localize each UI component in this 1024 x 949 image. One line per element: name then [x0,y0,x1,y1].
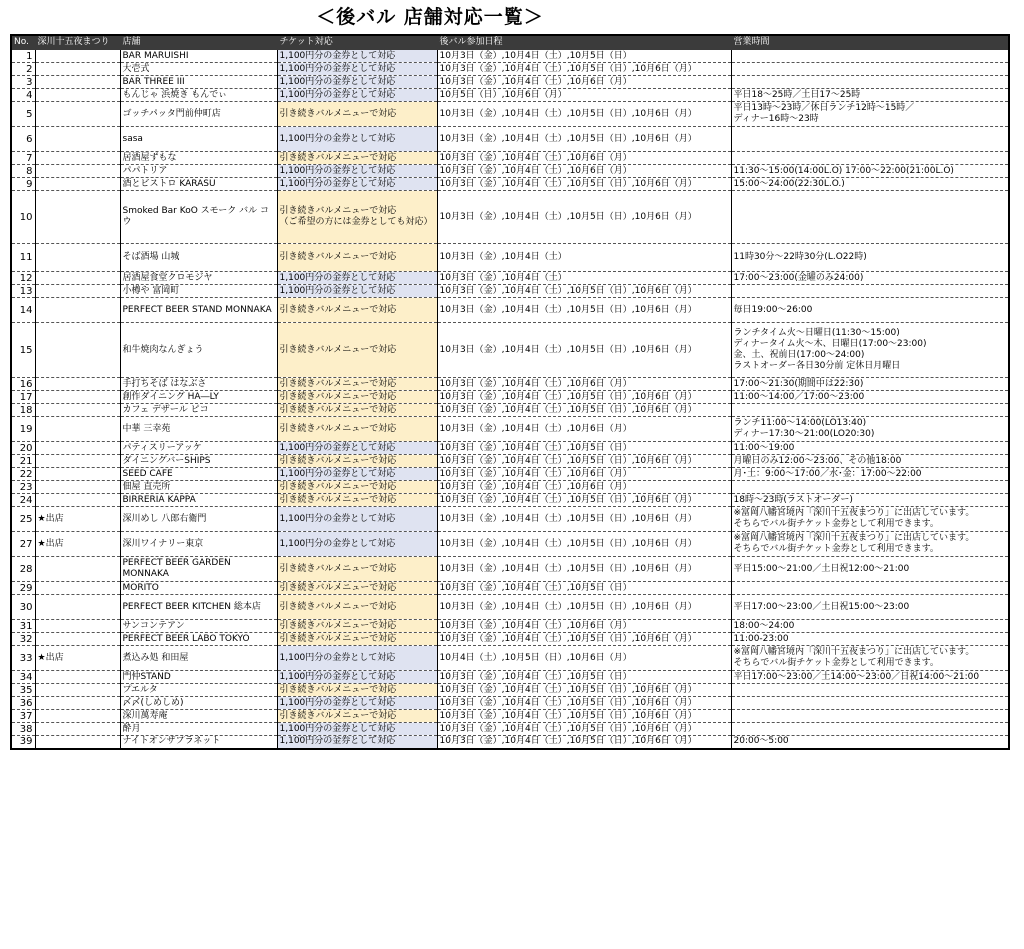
row-number: 18 [11,404,35,417]
shop-table [10,34,1010,750]
festival-cell [35,684,120,697]
row-number: 11 [11,244,35,272]
row-number: 23 [11,481,35,494]
ticket-type: 1,100円分の金券として対応 [277,532,437,557]
row-number: 5 [11,102,35,127]
festival-cell [35,481,120,494]
business-hours: 11:00-23:00 [731,633,1009,646]
participation-dates: 10月5日（日）,10月6日（月） [437,89,731,102]
shop-name: 大壱式 [120,63,277,76]
participation-dates: 10月3日（金）,10月4日（土）,10月5日（日）,10月6日（月） [437,595,731,620]
festival-cell [35,620,120,633]
shop-name: MORITO [120,582,277,595]
ticket-type: 1,100円分の金券として対応 [277,285,437,298]
shop-name: プエルタ [120,684,277,697]
participation-dates: 10月3日（金）,10月4日（土） [437,244,731,272]
business-hours: 11時30分～22時30分(L.O22時) [731,244,1009,272]
table-row [11,684,1009,697]
festival-cell [35,127,120,152]
business-hours [731,50,1009,63]
ticket-type: 引き続きバルメニューで対応 [277,404,437,417]
business-hours [731,63,1009,76]
row-number: 12 [11,272,35,285]
festival-cell [35,89,120,102]
business-hours [731,191,1009,244]
festival-cell [35,633,120,646]
festival-cell [35,494,120,507]
ticket-type: 引き続きバルメニューで対応 [277,595,437,620]
participation-dates: 10月3日（金）,10月4日（土）,10月5日（日）,10月6日（月） [437,532,731,557]
ticket-type: 1,100円分の金券として対応 [277,671,437,684]
business-hours [731,404,1009,417]
table-row [11,152,1009,165]
table-row [11,595,1009,620]
shop-name: ナイトオンザプラネット [120,736,277,749]
ticket-type: 1,100円分の金券として対応 [277,178,437,191]
table-row [11,532,1009,557]
shop-name: SEED CAFE [120,468,277,481]
shop-name: Smoked Bar KoO スモーク バル コウ [120,191,277,244]
table-row [11,191,1009,244]
table-row [11,378,1009,391]
festival-cell [35,165,120,178]
participation-dates: 10月3日（金）,10月4日（土）,10月5日（日）,10月6日（月） [437,697,731,710]
business-hours: 平日17:00～23:00／土14:00～23:00／日祝14:00～21:00 [731,671,1009,684]
ticket-type: 1,100円分の金券として対応 [277,442,437,455]
page-title: ＜後バル 店舗対応一覧＞ [316,6,544,28]
shop-name: 居酒屋食堂クロモジヤ [120,272,277,285]
shop-name: パパトリア [120,165,277,178]
ticket-type: 引き続きバルメニューで対応 [277,323,437,378]
participation-dates: 10月3日（金）,10月4日（土）,10月6日（月） [437,417,731,442]
shop-name: サンコンテアン [120,620,277,633]
shop-name: 居酒屋ずもな [120,152,277,165]
row-number: 3 [11,76,35,89]
shop-name: 門仲STAND [120,671,277,684]
festival-cell [35,723,120,736]
business-hours: 18時～23時(ラストオーダー) [731,494,1009,507]
participation-dates: 10月3日（金）,10月4日（土）,10月6日（月） [437,620,731,633]
business-hours [731,582,1009,595]
festival-cell [35,178,120,191]
shop-name: 創作ダイニング HA―LY [120,391,277,404]
table-header-row [11,35,1009,50]
row-number: 28 [11,557,35,582]
row-number: 22 [11,468,35,481]
shop-name: 酒とビストロ KARASU [120,178,277,191]
festival-cell [35,272,120,285]
shop-name: 〆〆(しめしめ) [120,697,277,710]
festival-cell: ★出店 [35,532,120,557]
shop-name: BAR MARUISHI [120,50,277,63]
festival-cell [35,323,120,378]
table-row [11,404,1009,417]
header-dates: 後バル参加日程 [437,35,731,50]
table-row [11,76,1009,89]
table-row [11,442,1009,455]
business-hours: 平日17:00～23:00／土日祝15:00～23:00 [731,595,1009,620]
business-hours: 毎日19:00～26:00 [731,298,1009,323]
table-row [11,697,1009,710]
table-row [11,633,1009,646]
festival-cell [35,102,120,127]
festival-cell [35,63,120,76]
festival-cell [35,152,120,165]
table-row [11,620,1009,633]
table-row [11,272,1009,285]
row-number: 2 [11,63,35,76]
table-row [11,646,1009,671]
festival-cell [35,404,120,417]
table-row [11,723,1009,736]
business-hours [731,723,1009,736]
business-hours: 17:00～21:30(期間中は22:30) [731,378,1009,391]
festival-cell [35,417,120,442]
participation-dates: 10月3日（金）,10月4日（土）,10月5日（日）,10月6日（月） [437,404,731,417]
table-row [11,557,1009,582]
business-hours: ※富岡八幡宮境内「深川十五夜まつり」に出店しています。 そちらでバル街チケット金券として利用できます。 [731,532,1009,557]
table-row [11,494,1009,507]
shop-name: 深川萬寿庵 [120,710,277,723]
business-hours: 11:00～19:00 [731,442,1009,455]
row-number: 14 [11,298,35,323]
ticket-type: 引き続きバルメニューで対応 [277,684,437,697]
row-number: 7 [11,152,35,165]
row-number: 20 [11,442,35,455]
shop-name: 深川めし 八郎右衛門 [120,507,277,532]
row-number: 15 [11,323,35,378]
row-number: 31 [11,620,35,633]
festival-cell: ★出店 [35,646,120,671]
row-number: 25 [11,507,35,532]
shop-name: 佃屋 直売所 [120,481,277,494]
festival-cell [35,298,120,323]
business-hours: 月曜日のみ12:00～23:00、その他18:00 [731,455,1009,468]
shop-name: PERFECT BEER STAND MONNAKA [120,298,277,323]
ticket-type: 1,100円分の金券として対応 [277,165,437,178]
festival-cell [35,557,120,582]
row-number: 33 [11,646,35,671]
participation-dates: 10月3日（金）,10月4日（土）,10月5日（日）,10月6日（月） [437,285,731,298]
business-hours: 平日15:00～21:00／土日祝12:00～21:00 [731,557,1009,582]
ticket-type: 1,100円分の金券として対応 [277,89,437,102]
table-row [11,50,1009,63]
shop-name: そば酒場 山城 [120,244,277,272]
table-row [11,582,1009,595]
ticket-type: 引き続きバルメニューで対応 [277,481,437,494]
festival-cell [35,595,120,620]
participation-dates: 10月3日（金）,10月4日（土）,10月5日（日）,10月6日（月） [437,127,731,152]
festival-cell [35,468,120,481]
shop-name: ダイニングバーSHIPS [120,455,277,468]
shop-name: 煮込み処 和田屋 [120,646,277,671]
header-ticket: チケット対応 [277,35,437,50]
festival-cell [35,582,120,595]
shop-name: BIRRERIA KAPPA [120,494,277,507]
ticket-type: 1,100円分の金券として対応 [277,736,437,749]
participation-dates: 10月3日（金）,10月4日（土）,10月5日（日）,10月6日（月） [437,191,731,244]
business-hours [731,152,1009,165]
festival-cell [35,671,120,684]
business-hours [731,684,1009,697]
row-number: 27 [11,532,35,557]
ticket-type: 1,100円分の金券として対応 [277,468,437,481]
header-shop: 店舗 [120,35,277,50]
ticket-type: 1,100円分の金券として対応 [277,50,437,63]
ticket-type: 引き続きバルメニューで対応 [277,710,437,723]
table-row [11,127,1009,152]
participation-dates: 10月3日（金）,10月4日（土）,10月5日（日）,10月6日（月） [437,391,731,404]
participation-dates: 10月3日（金）,10月4日（土）,10月5日（日） [437,50,731,63]
shop-name: カフェ デザール ピコ [120,404,277,417]
participation-dates: 10月3日（金）,10月4日（土）,10月5日（日） [437,442,731,455]
business-hours: 平日18～25時／土日17～25時 [731,89,1009,102]
participation-dates: 10月3日（金）,10月4日（土）,10月6日（月） [437,378,731,391]
shop-name: sasa [120,127,277,152]
festival-cell [35,378,120,391]
festival-cell [35,285,120,298]
shop-name: 手打ちそば はなぶさ [120,378,277,391]
row-number: 19 [11,417,35,442]
festival-cell [35,244,120,272]
ticket-type: 引き続きバルメニューで対応 [277,455,437,468]
row-number: 6 [11,127,35,152]
participation-dates: 10月3日（金）,10月4日（土）,10月5日（日）,10月6日（月） [437,684,731,697]
table-row [11,63,1009,76]
table-row [11,481,1009,494]
table-row [11,165,1009,178]
festival-cell: ★出店 [35,507,120,532]
business-hours [731,285,1009,298]
row-number: 30 [11,595,35,620]
ticket-type: 引き続きバルメニューで対応 [277,378,437,391]
participation-dates: 10月3日（金）,10月4日（土）,10月6日（月） [437,152,731,165]
business-hours: ※富岡八幡宮境内「深川十五夜まつり」に出店しています。 そちらでバル街チケット金券として利用できます。 [731,646,1009,671]
participation-dates: 10月3日（金）,10月4日（土）,10月5日（日）,10月6日（月） [437,736,731,749]
table-row [11,244,1009,272]
festival-cell [35,391,120,404]
festival-cell [35,191,120,244]
business-hours [731,76,1009,89]
ticket-type: 1,100円分の金券として対応 [277,63,437,76]
header-hours: 営業時間 [731,35,1009,50]
participation-dates: 10月3日（金）,10月4日（土）,10月5日（日）,10月6日（月） [437,633,731,646]
row-number: 35 [11,684,35,697]
ticket-type: 引き続きバルメニューで対応 [277,494,437,507]
row-number: 16 [11,378,35,391]
table-row [11,178,1009,191]
shop-name: 和牛焼肉なんぎょう [120,323,277,378]
shop-name: ゴッチパッタ門前仲町店 [120,102,277,127]
table-row [11,455,1009,468]
row-number: 24 [11,494,35,507]
row-number: 29 [11,582,35,595]
participation-dates: 10月3日（金）,10月4日（土）,10月6日（月） [437,165,731,178]
participation-dates: 10月3日（金）,10月4日（土）,10月6日（月） [437,76,731,89]
participation-dates: 10月3日（金）,10月4日（土）,10月5日（日） [437,582,731,595]
ticket-type: 1,100円分の金券として対応 [277,507,437,532]
table-row [11,736,1009,749]
shop-name: パティスリーアッケ [120,442,277,455]
row-number: 8 [11,165,35,178]
ticket-type: 1,100円分の金券として対応 [277,697,437,710]
shop-name: PERFECT BEER KITCHEN 総本店 [120,595,277,620]
participation-dates: 10月3日（金）,10月4日（土）,10月5日（日）,10月6日（月） [437,63,731,76]
business-hours [731,127,1009,152]
table-row [11,89,1009,102]
table-row [11,468,1009,481]
ticket-type: 引き続きバルメニューで対応 [277,391,437,404]
participation-dates: 10月3日（金）,10月4日（土）,10月5日（日）,10月6日（月） [437,494,731,507]
festival-cell [35,50,120,63]
row-number: 17 [11,391,35,404]
shop-name: 深川ワイナリー東京 [120,532,277,557]
table-row [11,417,1009,442]
table-row [11,671,1009,684]
ticket-type: 引き続きバルメニューで対応 [277,244,437,272]
participation-dates: 10月3日（金）,10月4日（土）,10月5日（日）,10月6日（月） [437,102,731,127]
row-number: 39 [11,736,35,749]
festival-cell [35,455,120,468]
participation-dates: 10月3日（金）,10月4日（土）,10月5日（日）,10月6日（月） [437,557,731,582]
table-row [11,102,1009,127]
table-row [11,298,1009,323]
participation-dates: 10月3日（金）,10月4日（土）,10月5日（日） [437,671,731,684]
ticket-type: 引き続きバルメニューで対応 [277,152,437,165]
shop-name: 酔月 [120,723,277,736]
shop-name: BAR THREE III [120,76,277,89]
table-row [11,710,1009,723]
table-row [11,391,1009,404]
ticket-type: 引き続きバルメニューで対応 （ご希望の方には金券としても対応） [277,191,437,244]
participation-dates: 10月3日（金）,10月4日（土） [437,272,731,285]
business-hours [731,710,1009,723]
ticket-type: 1,100円分の金券として対応 [277,76,437,89]
header-no: No. [11,35,35,50]
row-number: 37 [11,710,35,723]
festival-cell [35,76,120,89]
table-body [11,50,1009,749]
festival-cell [35,736,120,749]
row-number: 38 [11,723,35,736]
festival-cell [35,710,120,723]
table-row [11,323,1009,378]
shop-name: もんじゃ 浜焼き もんでぃ [120,89,277,102]
business-hours: 11:00～14:00／17:00～23:00 [731,391,1009,404]
participation-dates: 10月3日（金）,10月4日（土）,10月5日（日）,10月6日（月） [437,507,731,532]
business-hours: 11:30～15:00(14:00L.O) 17:00～22:00(21:00L.O) [731,165,1009,178]
ticket-type: 引き続きバルメニューで対応 [277,417,437,442]
row-number: 34 [11,671,35,684]
business-hours [731,697,1009,710]
ticket-type: 引き続きバルメニューで対応 [277,298,437,323]
business-hours: 月･土：9:00～17:00／水･金：17:00～22:00 [731,468,1009,481]
ticket-type: 引き続きバルメニューで対応 [277,633,437,646]
participation-dates: 10月3日（金）,10月4日（土）,10月6日（月） [437,468,731,481]
row-number: 21 [11,455,35,468]
participation-dates: 10月3日（金）,10月4日（土）,10月6日（月） [437,481,731,494]
ticket-type: 1,100円分の金券として対応 [277,646,437,671]
business-hours: ランチタイム火～日曜日(11:30～15:00) ディナータイム火～木、日曜日(17:00～23:00) 金、土、祝前日(17:00～24:00) ラストオーダー各日30分前 定休日月曜日 [731,323,1009,378]
participation-dates: 10月3日（金）,10月4日（土）,10月5日（日）,10月6日（月） [437,710,731,723]
business-hours [731,481,1009,494]
ticket-type: 1,100円分の金券として対応 [277,723,437,736]
business-hours: 17:00～23:00(金曜のみ24:00) [731,272,1009,285]
row-number: 1 [11,50,35,63]
row-number: 36 [11,697,35,710]
row-number: 9 [11,178,35,191]
participation-dates: 10月3日（金）,10月4日（土）,10月5日（日）,10月6日（月） [437,455,731,468]
business-hours: 平日13時～23時／休日ランチ12時～15時／ ディナー16時～23時 [731,102,1009,127]
festival-cell [35,442,120,455]
participation-dates: 10月3日（金）,10月4日（土）,10月5日（日）,10月6日（月） [437,178,731,191]
business-hours: 20:00～5:00 [731,736,1009,749]
shop-name: 小樽や 富岡町 [120,285,277,298]
participation-dates: 10月3日（金）,10月4日（土）,10月5日（日）,10月6日（月） [437,323,731,378]
row-number: 4 [11,89,35,102]
header-festival: 深川十五夜まつり [35,35,120,50]
festival-cell [35,697,120,710]
participation-dates: 10月3日（金）,10月4日（土）,10月5日（日）,10月6日（月） [437,298,731,323]
business-hours: ※富岡八幡宮境内「深川十五夜まつり」に出店しています。 そちらでバル街チケット金券として利用できます。 [731,507,1009,532]
participation-dates: 10月3日（金）,10月4日（土）,10月5日（日）,10月6日（月） [437,723,731,736]
ticket-type: 1,100円分の金券として対応 [277,272,437,285]
table-row [11,507,1009,532]
ticket-type: 引き続きバルメニューで対応 [277,582,437,595]
ticket-type: 1,100円分の金券として対応 [277,127,437,152]
business-hours: 18:00～24:00 [731,620,1009,633]
business-hours: ランチ11:00～14:00(LO13:40) ディナー17:30～21:00(LO20:30) [731,417,1009,442]
business-hours: 15:00～24:00(22:30L.O.) [731,178,1009,191]
table-row [11,285,1009,298]
shop-name: PERFECT BEER LABO TOKYO [120,633,277,646]
row-number: 10 [11,191,35,244]
shop-name: 中華 三幸苑 [120,417,277,442]
ticket-type: 引き続きバルメニューで対応 [277,102,437,127]
row-number: 32 [11,633,35,646]
ticket-type: 引き続きバルメニューで対応 [277,620,437,633]
row-number: 13 [11,285,35,298]
ticket-type: 引き続きバルメニューで対応 [277,557,437,582]
participation-dates: 10月4日（土）,10月5日（日）,10月6日（月） [437,646,731,671]
shop-name: PERFECT BEER GARDEN MONNAKA [120,557,277,582]
